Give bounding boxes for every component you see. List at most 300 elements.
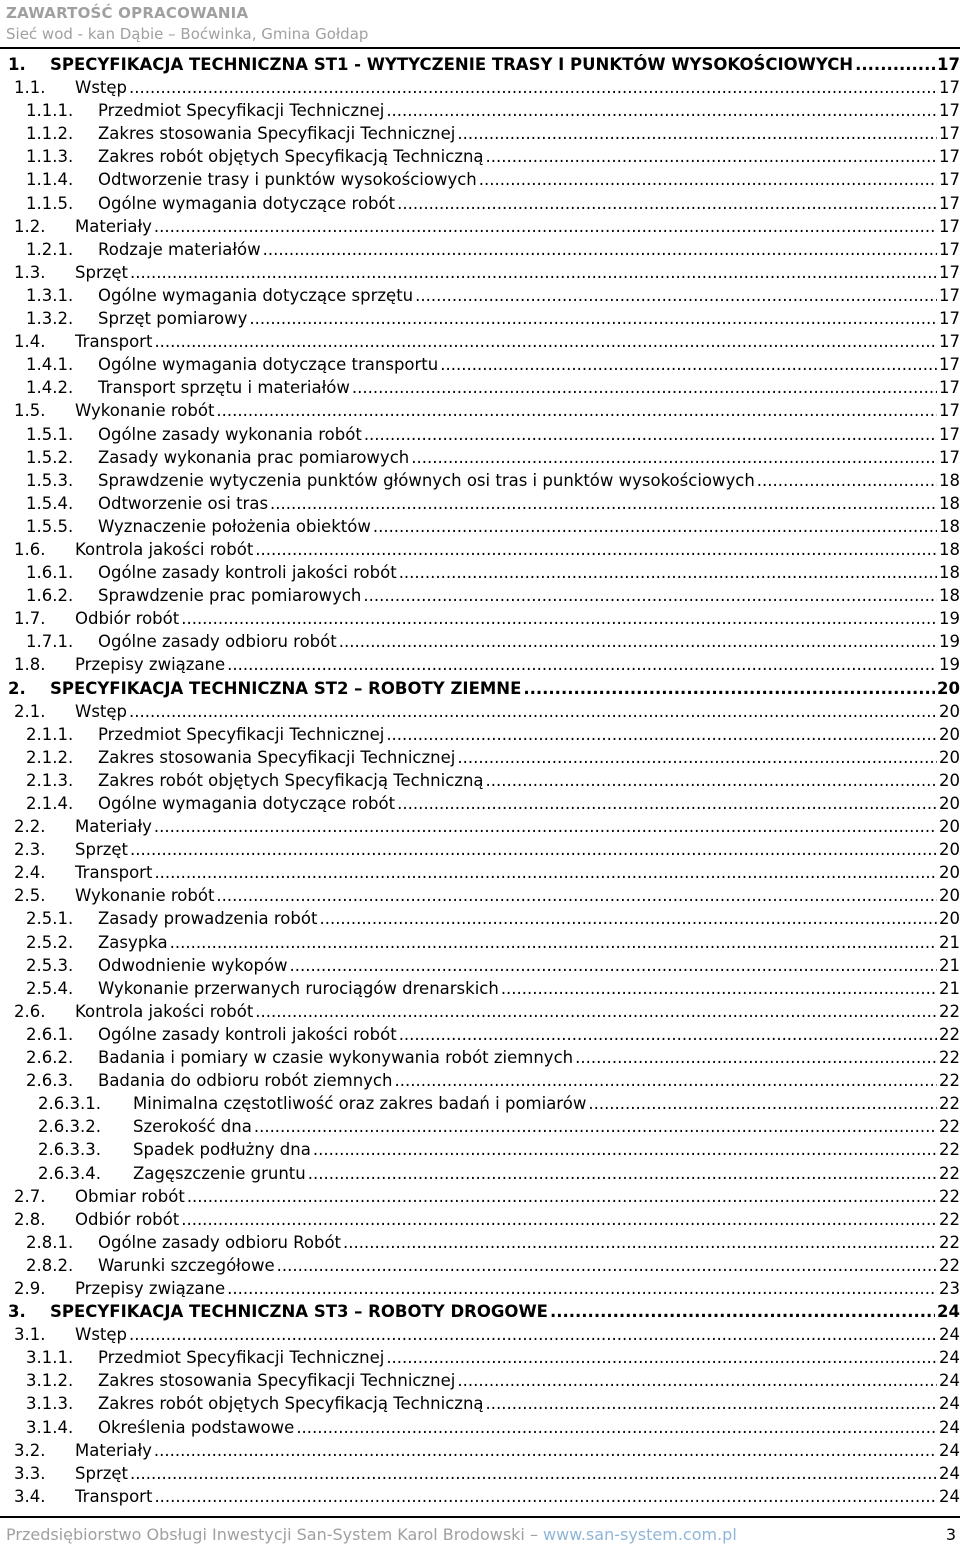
toc-dot-leader <box>523 677 935 700</box>
toc-entry[interactable] <box>0 1069 960 1092</box>
toc-entry-page: 21 <box>937 977 960 1000</box>
toc-entry[interactable] <box>0 538 960 561</box>
toc-entry[interactable] <box>0 353 960 376</box>
toc-entry-number: 1.6. <box>14 539 46 559</box>
toc-entry-number: 3.1. <box>14 1325 46 1345</box>
toc-dot-leader <box>415 284 937 307</box>
toc-entry-page: 22 <box>937 1254 960 1277</box>
toc-entry[interactable] <box>0 1392 960 1415</box>
toc-entry-title: Szerokość dna <box>133 1115 254 1138</box>
toc-dot-leader <box>296 1416 937 1439</box>
toc-dot-leader <box>486 145 937 168</box>
toc-entry-title: Odtworzenie trasy i punktów wysokościowych <box>98 168 479 191</box>
toc-entry-page: 20 <box>937 769 960 792</box>
toc-entry-page: 17 <box>937 99 960 122</box>
toc-entry-page: 20 <box>937 792 960 815</box>
toc-entry-title: Kontrola jakości robót <box>75 1000 255 1023</box>
toc-entry-title: Badania do odbioru robót ziemnych <box>98 1069 394 1092</box>
toc-entry[interactable] <box>0 607 960 630</box>
toc-dot-leader <box>130 261 937 284</box>
toc-entry-page: 18 <box>937 492 960 515</box>
toc-entry-title: Zagęszczenie gruntu <box>133 1162 308 1185</box>
toc-entry-title: Sprawdzenie prac pomiarowych <box>98 584 363 607</box>
toc-entry-page: 20 <box>937 907 960 930</box>
toc-entry-number: 1.6.2. <box>26 586 74 606</box>
toc-entry-number: 1.1. <box>14 78 46 98</box>
toc-entry-page: 22 <box>937 1231 960 1254</box>
toc-entry[interactable] <box>0 630 960 653</box>
toc-entry-title: Rodzaje materiałów <box>98 238 263 261</box>
toc-entry[interactable] <box>0 492 960 515</box>
toc-entry-page: 20 <box>935 677 960 700</box>
toc-dot-leader <box>339 630 937 653</box>
toc-dot-leader <box>363 584 937 607</box>
toc-entry-number: 3. <box>8 1302 26 1322</box>
toc-dot-leader <box>397 192 937 215</box>
toc-entry-page: 22 <box>937 1000 960 1023</box>
toc-entry-title: Zakres stosowania Specyfikacji Technicznej <box>98 122 457 145</box>
toc-dot-leader <box>255 538 937 561</box>
toc-entry-page: 24 <box>937 1416 960 1439</box>
toc-entry-page: 24 <box>937 1462 960 1485</box>
toc-dot-leader <box>575 1046 937 1069</box>
toc-entry[interactable] <box>0 907 960 930</box>
page-header <box>6 2 368 44</box>
footer-divider <box>0 1516 960 1518</box>
toc-dot-leader <box>757 469 937 492</box>
toc-entry-page: 17 <box>937 76 960 99</box>
toc-entry-page: 17 <box>937 261 960 284</box>
toc-entry[interactable] <box>0 931 960 954</box>
toc-entry[interactable] <box>0 723 960 746</box>
toc-dot-leader <box>386 723 937 746</box>
toc-entry[interactable] <box>0 815 960 838</box>
toc-dot-leader <box>129 700 937 723</box>
toc-entry-title: Badania i pomiary w czasie wykonywania robót ziemnych <box>98 1046 575 1069</box>
toc-entry-number: 2.5.4. <box>26 978 74 998</box>
footer-url-link[interactable]: www.san-system.com.pl <box>543 1525 737 1544</box>
toc-dot-leader <box>277 1254 937 1277</box>
toc-entry[interactable] <box>0 307 960 330</box>
toc-entry-number: 2.7. <box>14 1186 46 1206</box>
header-subtitle: Sieć wod - kan Dąbie – Boćwinka, Gmina Gołdap <box>6 25 369 43</box>
toc-entry[interactable] <box>0 677 960 700</box>
footer-page-number: 3 <box>945 1525 956 1544</box>
toc-entry-page: 22 <box>937 1046 960 1069</box>
toc-entry-number: 1.4.1. <box>26 355 74 375</box>
toc-entry[interactable] <box>0 954 960 977</box>
toc-entry-page: 24 <box>935 1300 960 1323</box>
toc-entry-page: 21 <box>937 931 960 954</box>
toc-entry-title: Wstęp <box>75 76 129 99</box>
toc-entry-title: Transport <box>75 861 154 884</box>
toc-dot-leader <box>254 1115 937 1138</box>
footer-company: Przedsiębiorstwo Obsługi Inwestycji San-System Karol Brodowski – <box>6 1525 544 1544</box>
toc-entry-title: Wyznaczenie położenia obiektów <box>98 515 373 538</box>
toc-entry-page: 17 <box>937 446 960 469</box>
toc-dot-leader <box>364 423 937 446</box>
toc-entry-page: 17 <box>937 353 960 376</box>
toc-dot-leader <box>154 1439 937 1462</box>
toc-entry-number: 1.1.1. <box>26 101 74 121</box>
toc-entry[interactable] <box>0 192 960 215</box>
toc-entry-title: Zakres robót objętych Specyfikacją Techniczną <box>98 1392 486 1415</box>
toc-entry[interactable] <box>0 1300 960 1323</box>
toc-entry-title: Przepisy związane <box>75 1277 227 1300</box>
toc-entry-number: 3.1.4. <box>26 1417 74 1437</box>
toc-entry-title: Wykonanie przerwanych rurociągów drenarskich <box>98 977 501 1000</box>
toc-entry[interactable] <box>0 284 960 307</box>
toc-entry[interactable] <box>0 423 960 446</box>
toc-entry-number: 1.5.3. <box>26 470 74 490</box>
toc-dot-leader <box>255 1000 937 1023</box>
toc-entry-number: 2.3. <box>14 840 46 860</box>
toc-entry-title: Ogólne wymagania dotyczące sprzętu <box>98 284 415 307</box>
toc-entry-number: 3.1.1. <box>26 1348 74 1368</box>
toc-entry-page: 17 <box>937 238 960 261</box>
toc-entry[interactable] <box>0 1254 960 1277</box>
toc-entry[interactable] <box>0 330 960 353</box>
toc-entry-title: Ogólne zasady kontroli jakości robót <box>98 561 399 584</box>
toc-dot-leader <box>129 1323 937 1346</box>
toc-entry[interactable] <box>0 1023 960 1046</box>
toc-entry-title: Wykonanie robót <box>75 399 216 422</box>
page-footer <box>6 1524 956 1546</box>
toc-entry-page: 22 <box>937 1023 960 1046</box>
toc-entry-title: Sprzęt <box>75 1462 130 1485</box>
toc-entry[interactable] <box>0 584 960 607</box>
toc-entry[interactable] <box>0 261 960 284</box>
toc-entry[interactable] <box>0 122 960 145</box>
toc-entry-page: 23 <box>937 1277 960 1300</box>
toc-entry-number: 2.6.3.4. <box>38 1163 101 1183</box>
toc-entry-number: 1.5.4. <box>26 493 74 513</box>
toc-entry-number: 2.8.1. <box>26 1232 74 1252</box>
toc-entry-number: 2.6.3. <box>26 1071 74 1091</box>
toc-entry-page: 17 <box>937 376 960 399</box>
toc-entry[interactable] <box>0 99 960 122</box>
toc-entry[interactable] <box>0 1185 960 1208</box>
toc-entry-title: Przedmiot Specyfikacji Technicznej <box>98 1346 386 1369</box>
toc-entry-page: 17 <box>937 122 960 145</box>
toc-dot-leader <box>550 1300 935 1323</box>
toc-entry-number: 2.5. <box>14 886 46 906</box>
toc-entry[interactable] <box>0 1208 960 1231</box>
toc-dot-leader <box>588 1092 937 1115</box>
toc-entry-number: 1.2. <box>14 216 46 236</box>
toc-dot-leader <box>181 607 937 630</box>
toc-entry-title: Przepisy związane <box>75 653 227 676</box>
toc-entry-page: 24 <box>937 1439 960 1462</box>
toc-entry-title: Materiały <box>75 1439 154 1462</box>
toc-entry-title: Ogólne zasady odbioru Robót <box>98 1231 343 1254</box>
toc-entry[interactable] <box>0 215 960 238</box>
toc-entry-title: Warunki szczegółowe <box>98 1254 277 1277</box>
toc-entry-title: Odwodnienie wykopów <box>98 954 290 977</box>
toc-dot-leader <box>216 884 937 907</box>
toc-entry-title: Transport <box>75 1485 154 1508</box>
toc-dot-leader <box>479 168 937 191</box>
toc-entry-number: 2.1.4. <box>26 794 74 813</box>
toc-entry[interactable] <box>0 1323 960 1346</box>
toc-entry-title: Transport sprzętu i materiałów <box>98 376 352 399</box>
toc-entry-page: 22 <box>937 1185 960 1208</box>
toc-entry[interactable] <box>0 1439 960 1462</box>
toc-entry-title: Przedmiot Specyfikacji Technicznej <box>98 723 386 746</box>
toc-entry[interactable] <box>0 861 960 884</box>
toc-entry-title: Zasypka <box>98 931 170 954</box>
toc-dot-leader <box>263 238 937 261</box>
toc-entry-title: Odbiór robót <box>75 607 181 630</box>
toc-dot-leader <box>501 977 937 1000</box>
toc-entry-number: 2.4. <box>14 863 46 883</box>
toc-entry[interactable] <box>0 1462 960 1485</box>
toc-entry-page: 22 <box>937 1138 960 1161</box>
toc-entry-title: Materiały <box>75 215 154 238</box>
toc-entry-number: 1. <box>8 55 26 74</box>
toc-dot-leader <box>227 1277 937 1300</box>
toc-entry-page: 18 <box>937 515 960 538</box>
toc-dot-leader <box>440 353 937 376</box>
toc-dot-leader <box>154 815 937 838</box>
toc-dot-leader <box>130 838 937 861</box>
toc-dot-leader <box>170 931 937 954</box>
toc-dot-leader <box>249 307 937 330</box>
toc-entry[interactable] <box>0 145 960 168</box>
toc-entry[interactable] <box>0 561 960 584</box>
toc-entry[interactable] <box>0 1046 960 1069</box>
toc-entry[interactable] <box>0 53 960 76</box>
toc-dot-leader <box>397 792 937 815</box>
toc-entry-number: 2.6. <box>14 1001 46 1021</box>
toc-dot-leader <box>313 1138 937 1161</box>
toc-entry-number: 1.7.1. <box>26 632 74 652</box>
toc-dot-leader <box>399 561 937 584</box>
toc-entry[interactable] <box>0 446 960 469</box>
toc-entry-page: 20 <box>937 861 960 884</box>
toc-entry-title: SPECYFIKACJA TECHNICZNA ST2 – ROBOTY ZIEMNE <box>50 677 523 700</box>
toc-entry-number: 2.6.1. <box>26 1024 74 1044</box>
toc-dot-leader <box>181 1208 937 1231</box>
toc-entry-page: 21 <box>937 954 960 977</box>
toc-entry-number: 1.8. <box>14 655 46 675</box>
toc-entry-page: 22 <box>937 1092 960 1115</box>
toc-dot-leader <box>399 1023 937 1046</box>
toc-dot-leader <box>394 1069 937 1092</box>
toc-entry-page: 19 <box>937 607 960 630</box>
toc-entry-title: Materiały <box>75 815 154 838</box>
toc-entry-title: Sprawdzenie wytyczenia punktów głównych osi tras i punktów wysokościowych <box>98 469 757 492</box>
toc-dot-leader <box>154 861 937 884</box>
toc-entry-number: 3.4. <box>14 1486 46 1506</box>
toc-entry[interactable] <box>0 76 960 99</box>
toc-entry[interactable] <box>0 746 960 769</box>
toc-dot-leader <box>386 1346 937 1369</box>
toc-entry-page: 17 <box>937 307 960 330</box>
toc-entry-page: 20 <box>937 723 960 746</box>
toc-dot-leader <box>457 1369 937 1392</box>
toc-entry-number: 2.6.3.1. <box>38 1094 101 1114</box>
toc-entry-title: Ogólne zasady odbioru robót <box>98 630 339 653</box>
toc-entry-title: Zakres robót objętych Specyfikacją Techniczną <box>98 769 486 792</box>
table-of-contents <box>0 53 960 1508</box>
toc-entry[interactable] <box>0 1092 960 1115</box>
toc-entry-title: Zasady prowadzenia robót <box>98 907 319 930</box>
toc-entry-number: 2.2. <box>14 817 46 837</box>
toc-entry-number: 1.1.3. <box>26 147 74 167</box>
toc-entry-page: 19 <box>937 630 960 653</box>
toc-entry-page: 18 <box>937 584 960 607</box>
toc-entry-number: 2.1.3. <box>26 770 74 790</box>
toc-dot-leader <box>486 1392 937 1415</box>
toc-entry-number: 2.6.3.2. <box>38 1117 101 1137</box>
toc-dot-leader <box>352 376 937 399</box>
toc-entry[interactable] <box>0 1000 960 1023</box>
toc-entry[interactable] <box>0 469 960 492</box>
toc-entry-number: 1.7. <box>14 609 46 629</box>
toc-entry-number: 2.8. <box>14 1209 46 1229</box>
toc-entry[interactable] <box>0 1138 960 1161</box>
toc-entry-page: 17 <box>937 284 960 307</box>
toc-entry-title: Odtworzenie osi tras <box>98 492 270 515</box>
toc-entry[interactable] <box>0 399 960 422</box>
toc-entry-number: 1.6.1. <box>26 563 74 583</box>
toc-entry[interactable] <box>0 792 960 815</box>
toc-entry-page: 20 <box>937 746 960 769</box>
toc-entry-title: Wstęp <box>75 1323 129 1346</box>
toc-entry-title: Minimalna częstotliwość oraz zakres badań i pomiarów <box>133 1092 588 1115</box>
toc-dot-leader <box>129 76 937 99</box>
toc-entry-page: 24 <box>937 1369 960 1392</box>
toc-entry-number: 3.1.3. <box>26 1394 74 1414</box>
toc-entry-number: 1.3. <box>14 262 46 282</box>
toc-entry[interactable] <box>0 238 960 261</box>
toc-entry-page: 17 <box>937 423 960 446</box>
toc-entry[interactable] <box>0 1346 960 1369</box>
toc-entry-number: 1.5.5. <box>26 516 74 536</box>
toc-entry-page: 19 <box>937 653 960 676</box>
toc-entry-page: 20 <box>937 884 960 907</box>
toc-entry-number: 1.5. <box>14 401 46 421</box>
toc-entry-number: 2.1. <box>14 701 46 721</box>
toc-entry[interactable] <box>0 1115 960 1138</box>
toc-entry-title: Obmiar robót <box>75 1185 187 1208</box>
toc-dot-leader <box>154 1485 937 1508</box>
toc-dot-leader <box>386 99 937 122</box>
toc-entry-title: Określenia podstawowe <box>98 1416 296 1439</box>
toc-entry-page: 22 <box>937 1208 960 1231</box>
toc-entry-title: Ogólne zasady kontroli jakości robót <box>98 1023 399 1046</box>
toc-entry-title: Odbiór robót <box>75 1208 181 1231</box>
toc-entry-number: 1.1.2. <box>26 124 74 144</box>
toc-entry-number: 2.1.1. <box>26 724 74 744</box>
toc-entry-number: 1.4. <box>14 332 46 352</box>
toc-dot-leader <box>290 954 937 977</box>
toc-entry-title: Zakres stosowania Specyfikacji Technicznej <box>98 746 457 769</box>
toc-entry-title: Spadek podłużny dna <box>133 1138 313 1161</box>
toc-entry[interactable] <box>0 168 960 191</box>
toc-entry-number: 3.1.2. <box>26 1371 74 1391</box>
toc-entry-page: 20 <box>937 838 960 861</box>
toc-entry-page: 22 <box>937 1069 960 1092</box>
toc-entry[interactable] <box>0 376 960 399</box>
toc-entry[interactable] <box>0 1277 960 1300</box>
toc-entry-title: SPECYFIKACJA TECHNICZNA ST3 – ROBOTY DROGOWE <box>50 1300 550 1323</box>
toc-dot-leader <box>411 446 937 469</box>
toc-dot-leader <box>457 746 937 769</box>
toc-dot-leader <box>216 399 937 422</box>
toc-entry-title: Sprzęt <box>75 261 130 284</box>
header-divider <box>0 47 960 49</box>
toc-entry-title: Wstęp <box>75 700 129 723</box>
toc-entry[interactable] <box>0 515 960 538</box>
toc-entry-page: 18 <box>937 538 960 561</box>
toc-entry[interactable] <box>0 977 960 1000</box>
toc-entry-page: 17 <box>935 53 960 76</box>
toc-entry-title: Kontrola jakości robót <box>75 538 255 561</box>
toc-entry-title: Sprzęt pomiarowy <box>98 307 249 330</box>
toc-entry-number: 1.2.1. <box>26 239 74 259</box>
toc-dot-leader <box>227 653 937 676</box>
toc-entry-title: Ogólne wymagania dotyczące robót <box>98 192 397 215</box>
toc-entry[interactable] <box>0 1231 960 1254</box>
toc-entry[interactable] <box>0 1162 960 1185</box>
toc-entry-number: 2. <box>8 678 26 698</box>
toc-entry[interactable] <box>0 1369 960 1392</box>
toc-entry-number: 1.3.2. <box>26 309 74 329</box>
toc-entry[interactable] <box>0 1485 960 1508</box>
toc-entry-number: 2.5.3. <box>26 955 74 975</box>
toc-entry-title: Ogólne zasady wykonania robót <box>98 423 364 446</box>
toc-entry[interactable] <box>0 1416 960 1439</box>
toc-entry-page: 17 <box>937 192 960 215</box>
toc-entry-number: 2.6.2. <box>26 1048 74 1068</box>
toc-entry-title: Zakres robót objętych Specyfikacją Techniczną <box>98 145 486 168</box>
toc-entry[interactable] <box>0 653 960 676</box>
toc-dot-leader <box>154 330 937 353</box>
toc-entry-number: 2.5.1. <box>26 909 74 929</box>
toc-entry-number: 2.5.2. <box>26 932 74 952</box>
toc-entry-number: 2.1.2. <box>26 747 74 767</box>
toc-dot-leader <box>308 1162 937 1185</box>
toc-entry-page: 18 <box>937 469 960 492</box>
toc-entry-page: 18 <box>937 561 960 584</box>
toc-entry-title: Zasady wykonania prac pomiarowych <box>98 446 411 469</box>
toc-dot-leader <box>457 122 937 145</box>
toc-entry-number: 2.6.3.3. <box>38 1140 101 1160</box>
toc-entry-page: 17 <box>937 330 960 353</box>
toc-entry-number: 1.5.1. <box>26 424 74 444</box>
toc-entry[interactable] <box>0 700 960 723</box>
toc-entry-number: 1.4.2. <box>26 378 74 398</box>
toc-entry[interactable] <box>0 884 960 907</box>
toc-entry-title: Ogólne wymagania dotyczące transportu <box>98 353 440 376</box>
toc-entry-page: 24 <box>937 1346 960 1369</box>
toc-entry-page: 22 <box>937 1115 960 1138</box>
toc-entry-number: 2.8.2. <box>26 1255 74 1275</box>
toc-entry-page: 20 <box>937 700 960 723</box>
toc-entry-title: Wykonanie robót <box>75 884 216 907</box>
toc-dot-leader <box>154 215 937 238</box>
toc-entry-page: 17 <box>937 168 960 191</box>
toc-entry-number: 1.5.2. <box>26 447 74 467</box>
toc-entry[interactable] <box>0 838 960 861</box>
toc-entry[interactable] <box>0 769 960 792</box>
toc-entry-number: 1.3.1. <box>26 285 74 305</box>
toc-entry-number: 3.2. <box>14 1440 46 1460</box>
toc-entry-title: Przedmiot Specyfikacji Technicznej <box>98 99 386 122</box>
toc-entry-page: 17 <box>937 145 960 168</box>
